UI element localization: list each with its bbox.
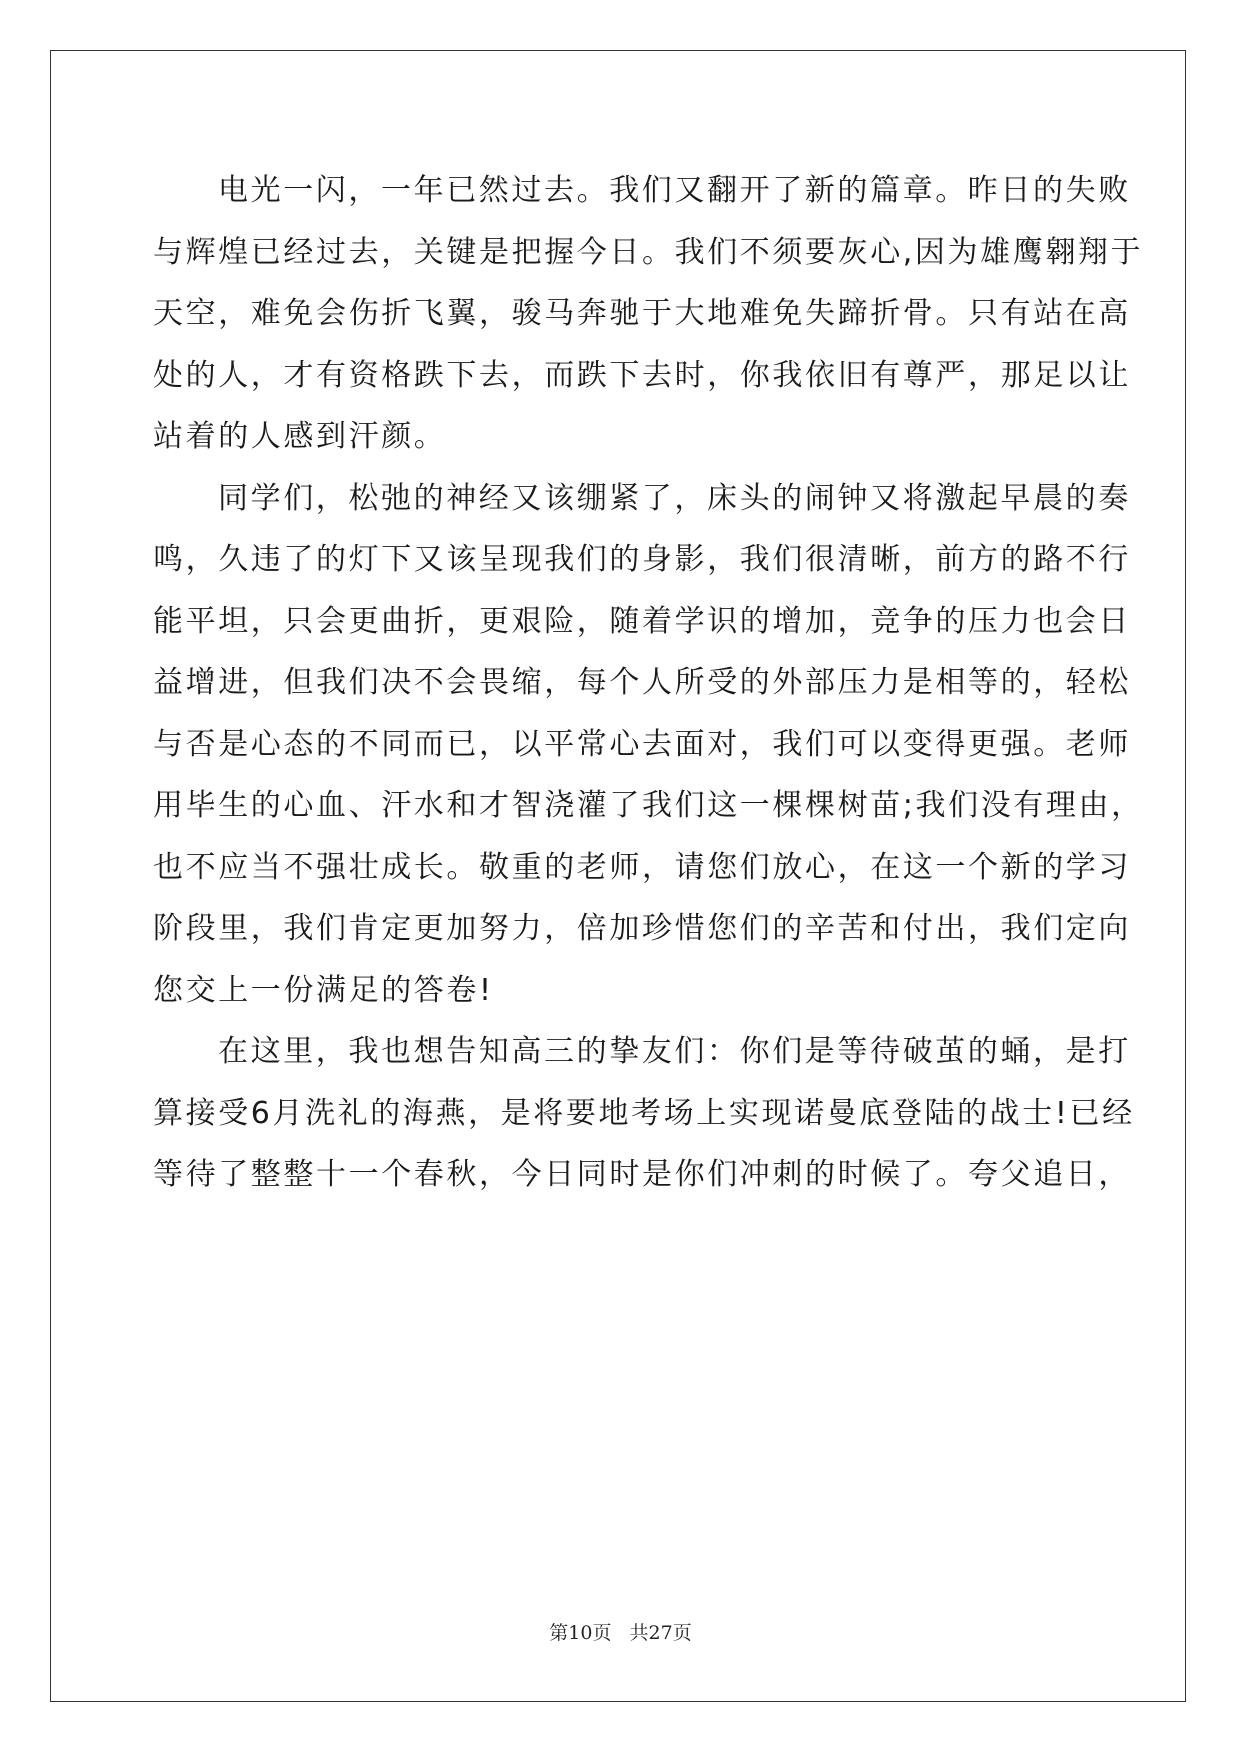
paragraph-2 [153, 468, 1144, 1022]
text-line: 天空，难免会伤折飞翼，骏马奔驰于大地难免失蹄折骨。只有站在高 [153, 296, 1131, 331]
text-line: 能平坦，只会更曲折，更艰险，随着学识的增加，竞争的压力也会日 [153, 603, 1131, 639]
text-line: 处的人，才有资格跌下去，而跌下去时，你我依旧有尊严，那足以让 [153, 357, 1131, 393]
text-line: 与辉煌已经过去，关键是把握今日。我们不须要灰心,因为雄鹰翱翔于 [153, 234, 1144, 270]
text-line: 同学们，松弛的神经又该绷紧了，床头的闹钟又将激起早晨的奏 [218, 480, 1131, 516]
page-number: 第10页 [549, 1622, 612, 1644]
paragraph-3 [153, 1021, 1135, 1206]
text-line: 在这里，我也想告知高三的挚友们：你们是等待破茧的蛹，是打 [218, 1034, 1131, 1069]
text-line: 与否是心态的不同而已，以平常心去面对，我们可以变得更强。老师 [153, 726, 1131, 762]
text-line: 电光一闪，一年已然过去。我们又翻开了新的篇章。昨日的失败 [218, 173, 1131, 208]
text-line: 用毕生的心血、汗水和才智浇灌了我们这一棵棵树苗;我们没有理由， [153, 788, 1144, 823]
text-line: 也不应当不强壮成长。敬重的老师，请您们放心，在这一个新的学习 [153, 849, 1131, 885]
text-line: 阶段里，我们肯定更加努力，倍加珍惜您们的辛苦和付出，我们定向 [153, 911, 1131, 946]
text-line: 益增进，但我们决不会畏缩，每个人所受的外部压力是相等的，轻松 [153, 665, 1131, 700]
page-footer [0, 1618, 1241, 1645]
total-pages: 共27页 [629, 1622, 692, 1644]
document-body [153, 160, 1144, 1206]
text-line: 站着的人感到汗颜。 [153, 419, 447, 454]
paragraph-1 [153, 160, 1144, 468]
text-line: 您交上一份满足的答卷! [153, 972, 494, 1008]
text-line: 鸣，久违了的灯下又该呈现我们的身影，我们很清晰，前方的路不行 [153, 542, 1131, 577]
text-line: 等待了整整十一个春秋，今日同时是你们冲刺的时候了。夸父追日， [153, 1157, 1131, 1192]
text-line: 算接受6月洗礼的海燕，是将要地考场上实现诺曼底登陆的战士!已经 [153, 1095, 1135, 1131]
